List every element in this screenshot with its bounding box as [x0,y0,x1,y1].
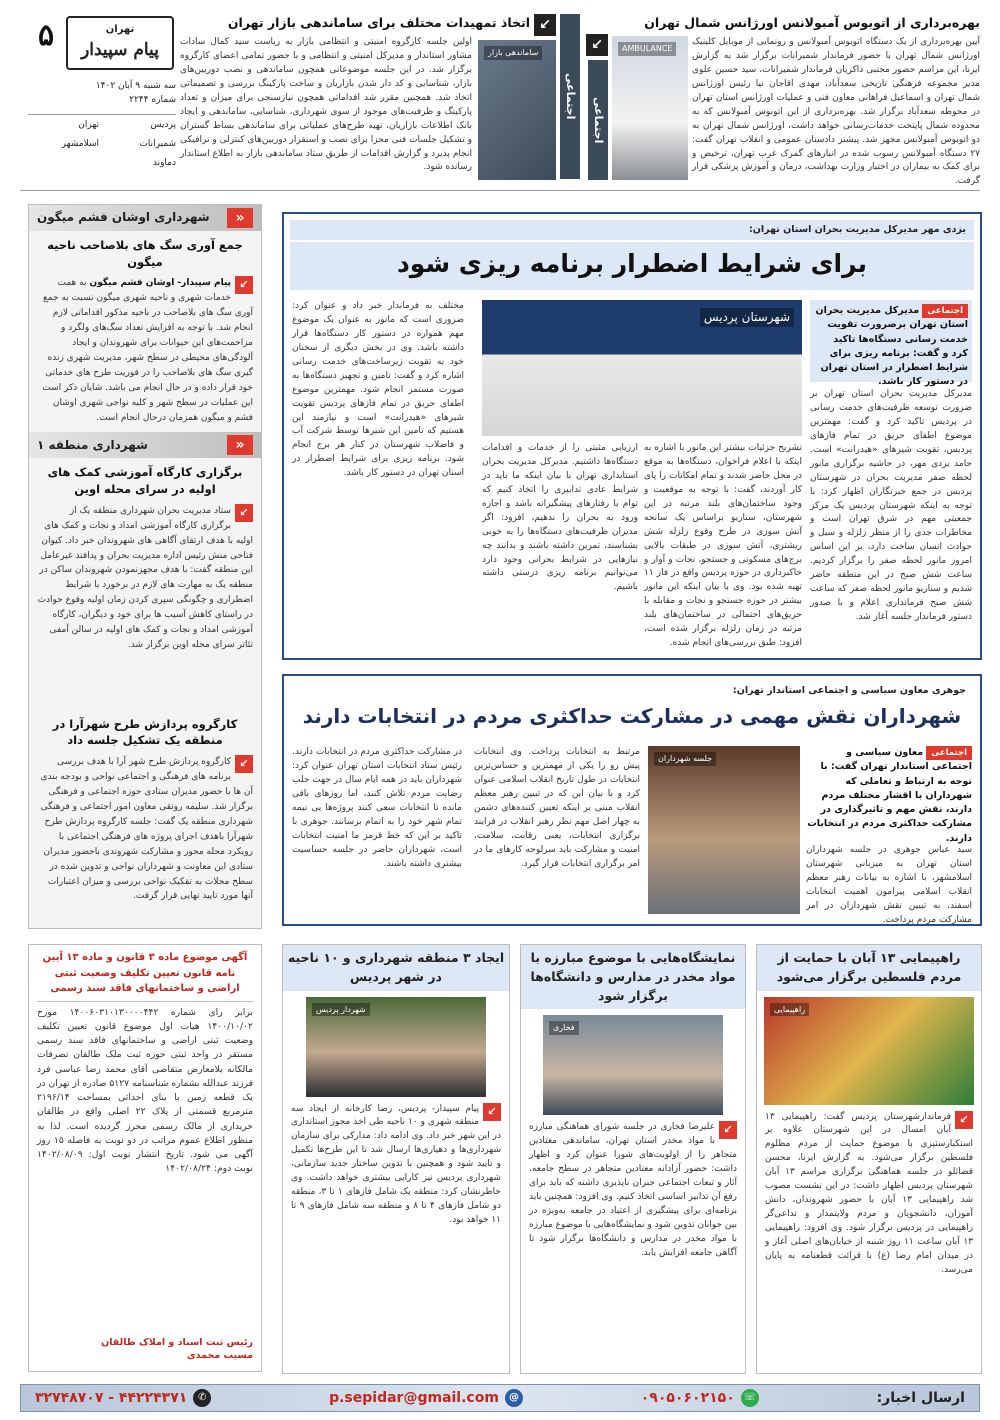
feature-photo: شهرستان پردیس [482,300,802,436]
feature-title: شهرداران نقش مهمی در مشارکت حداکثری مردم در انتخابات دارند [302,703,962,728]
section-tag: اجتماعی [926,746,972,760]
telephone-icon: ✆ [193,1389,211,1407]
feature-col: مرتبط به انتخابات پرداخت. وی انتخابات پیش رو را یکی از مهمترین و حساس‌ترین انتخابات در طول تاریخ انقلاب اسلامی عنوان کرد و با بیان این که در تبیین رهبر معظم انقلاب مبنی بر اینکه تعیین کننده‌های دشمن به چهار اصل مهم نظر رهبر انقلاب در فرایند برگزاری انتخابات، یعنی رقابت، سلامت، امنیت و مشارکت باید سرلوحه کار‌های ما در امر برگزاری انتخابات قرار گیرد. [474,747,640,869]
region-item: اسلامشهر [61,139,99,149]
story-ambulance [584,14,980,187]
footer-label: ارسال اخبار: [876,1389,965,1406]
feature-kicker: جوهری معاون سیاسی و اجتماعی استاندار تهران: [732,685,966,696]
phone-icon: ☏ [741,1389,759,1407]
section-tag: اجتماعی [560,14,580,179]
footer-phone[interactable]: ۰۹۰۵۰۶۰۲۱۵۰ [640,1389,735,1406]
feature-col: مدیرکل مدیریت بحران استان تهران بر ضرورت توسعه ظرفیت‌های خدمت رسانی در پردیس تاکید کرد و گفت: مهمترین موضوع اطفای حریق در تمام فازهای پردیس، تقویت شیرهای «هیدرانت» است. حامد یزدی مهر، در حاشیه برگزاری مانور لحظه صفر مدیریت بحران در شهرستان پردیس در جمع خبرنگاران اظهار کرد: با توجه به اینکه شهرستان پردیس یک مرکز جمعیتی مهم در شرق تهران است و مخاطرات جدی را از منظر زلزله و سیل و حوادث انسان ساخت دارد، بر این اساس امروز مانور لحظه صفر را برگزار کردیم. ساعت شش صبح در این منطقه حاضر شدیم و سناریو مانور لحظه صفر که ساعت شش صبح فرمانداری اعلام و با صدور دستور فرماندار جلسه آغاز شد. [810,389,972,622]
sidebar-story [29,272,261,430]
logo-text: پیام سپیدار [81,39,159,60]
story-body: آیین بهره‌برداری از یک دستگاه اتوبوس آمبولانس و رونمایی از موبایل کلینیک اورژانس شمال تهران با حضور فرماندار شمیرانات برگزار شد به گزارش ایرنا، این مراسم حضور مجتبی ذاکریان فرماندار شمیرانات، سید حسین علوی مدیر مجموعه فرهنگی تاریخی سعدآباد، مهدی اقاجان نیا رئیس اورژانس شمال تهران و اسماعیل فراهانی معاون فنی و عملیات اورژانس استان تهران در محوطه سعدآباد برگزار شد. بهره‌برداری از این اتوبوس آمبولانس که به محدوده شمال پایتخت خدمات‌رسانی خواهد داشت، اورژانس شمال تهران به دو اتوبوس آمبولانس مجهز شد. پیشتر دادستان عمومی و انقلاب تهران گفت: ۲۷ دستگاه آمبولانس رسوب شده در انبارهای گمرک غرب تهران، ترخیص و برای کمک به بیماران در اختیار وزارت بهداشت، درمان و آموزش پزشکی قرار گرفت. [692,37,980,187]
footer-bar [20,1384,980,1412]
notice-title: آگهی موضوع ماده ۳ قانون و ماده ۱۳ آیین نامه قانون تعیین تکلیف وضعیت ثبتی اراضی و ساختمانهای فاقد سند رسمی [37,950,253,1002]
sidebar-story [29,500,261,710]
logo-sub: تهران [105,24,135,36]
col-body: پیام سپیدار- پردیس، رضا کارخانه از ایجاد سه منطقه شهری و ۱۰ ناحیه طی اخذ مجوز استانداری در این شهر خبر داد. وی ادامه داد: مدارکی برای سازمان شهرداری‌ها و دهیاری‌ها ارسال شد تا این طرح‌ها تکمیل و تایید شود و همچنین با تدوین ساختار جدید سازمانی، شهرداری پردیس نیز کارایی بیشتری خواهد داشت. وی خاطرنشان کرد: منطقه یک شامل فازهای ۱ تا ۳، منطقه دو شامل فازهای ۴ تا ۸ و منطقه سه شامل فازهای ۹ تا ۱۱ خواهد بود. [291,1103,502,1225]
story-photo: AMBULANCE [612,36,688,180]
sidebar-title: برگزاری کارگاه آموزشی کمک های اولیه در سرای محله اوین [47,465,243,497]
story-title: بهره‌برداری از اتوبوس آمبولانس اورژانس شمال تهران [644,15,980,30]
region-item: شمیرانات [139,139,176,149]
col-photo: فخاری [543,1015,723,1115]
col-body: فرماندارشهرستان پردیس گفت: راهپیمایی ۱۳ آبان امسال در این شهرستان علاوه بر استکبارستیزی با موضوع حمایت از مردم مظلوم فلسطین برگزار می‌شود. به گزارش ایرنا، محسن قضائلو در جلسه هماهنگی برگزاری مراسم ۱۳ آبان شهرستان پردیس اظهار داشت: در این نشست مصوب شد راهپیمایی ۱۳ آبان با حضور شهروندان، دانش آموزان، دانشجویان و مردم ولایتمدار و تداعی‌گر راهپیمایی در پردیس برگزار شود. وی افزود: راهپیمایی ۱۳ آبان ساعت ۱۱ روز شنبه از خیابان‌های اصلی آغاز و در میدان امام رضا (ع) با قرائت قطعنامه به پایان می‌رسد. [765,1111,973,1275]
feature-lead-box [806,746,972,844]
feature-col: مختلف به فرماندار خبر داد و عنوان کرد: ضروری است که مانور به عنوان یک موضوع مهم همواره در دستور کار دستگاه‌ها قرار داشته باشد. وی در بخش دیگری از سخنان خود به تقویت زیرساخت‌های خدمت رسانی اشاره کرد و گفت: تامین و تجهیز دستگاه‌ها به صورت مستمر انجام شود. مهمترین موضوع اطفای حریق در تمام فازهای پردیس تقویت شیرهای «هیدرانت» است و نیازمند این هستیم که تامین این شیرها توسط شرکت آب و فاضلاب شهرستان در کنار هر برج انجام شود. برنامه ریزی برای شرایط اضطرار در استان تهران در دستور کار باشد. [292,301,464,479]
feature-title: برای شرایط اضطرار برنامه ریزی شود [290,242,974,290]
arrow-icon: ↙ [235,755,253,773]
sidebar-lead: پیام سپیدار- اوشان فشم میگون [89,278,231,289]
page-number: ۵ [37,18,55,53]
feature-col: در مشارکت حداکثری مردم در انتخابات دارند. رئیس ستاد انتخابات استان تهران عنوان کرد: شهرداران باید در همه ایام سال در جهت جلب رضایت مردم تلاش کنند، اما روزهای باقی مانده تا انتخابات سعی کنند پروژه‌ها یی نیمه تمام شهر خود را به اتمام برسانند. جوهری با تاکید بر این که خط قرمز ما امنیت انتخابات است، شهرداران حاضر در جلسه حساسیت بیشتری داشته باشند. [292,747,462,869]
feature-col: تشریح جزئیات بیشتر این مانور با اشاره به اینکه با اعلام فراخوان، دستگاه‌ها به موقع در محل حاضر شدند و تمام امکانات را پای کار آوردند، گفت: با توجه به موقعیت و وجود ساختمان‌های بلند مرتبه در این شهرستان، سناریو براساس یک سانحه آتش سوزی در طرح وقوع زلزله شش ریشتری، آتش سوزی در طبقات بالایی برج‌های مسکونی و جستجو، نجات و آوار و خاکبرداری در حوزه پردیس واقع در فاز ۱۱ تهیه شده بود. وی با بیان اینکه این مانور بیشتر در حوزه جستجو و نجات و مقابله با حریق‌های احتمالی در ساختمان‌های بلند مرتبه در زمان زلزله برگزار شده است، افزود: طبق بررسی‌های انجام شده. [644,443,802,649]
col-body: علیرضا فخاری در جلسه شورای هماهنگی مبارزه با مواد مخدر استان تهران، ساماندهی معتادین متجاهر را از اولویت‌های شورا عنوان کرد و اظهار داشت: حضور آزادانه معتادین متجاهر در سطح جامعه، آثار و تبعات اجتماعی جبران ناپذیری داشته که باید برای رفع آن تدابیر اساسی اتخاذ کنیم. وی افزود: همچنین باید برنامه‌ای برای پیشگیری از اعتیاد در جامعه به‌ویژه در بین جوانان تدوین شود و نمایشگاه‌هایی با موضوع مبارزه با مواد مخدر در مدارس و دانشگاه‌ها برگزار شود تا آگاهی جامعه افزایش یابد. [529,1122,737,1258]
logo [66,16,174,70]
email-icon: @ [505,1389,523,1407]
arrow-icon: ↙ [955,1111,973,1129]
feature-lead-box [810,300,972,388]
sidebar-header-text: شهرداری اوشان فشم میگون [37,210,210,225]
feature-election [282,674,982,926]
issue-number: شماره ۲۲۴۴ [129,95,176,105]
sidebar-title: جمع آوری سگ های بلاصاحب ناحیه میگون [47,238,243,269]
arrow-icon: ↙ [586,34,608,56]
region-item: تهران [78,120,99,130]
sidebar-header-text: شهرداری منطقه ۱ [37,437,148,452]
feature-lead: معاون سیاسی و اجتماعی استاندار تهران گفت: با توجه به ارتباط و تعاملی که شهرداران با اقشار مختلف مردم دارند، نقش مهم و تاثیرگذاری در مشارکت حداکثری مردم در انتخابات دارند. [807,747,972,844]
issue-date: سه شنبه ۹ آبان ۱۴۰۲ [95,81,176,91]
feature-col: سید عباس جوهری در جلسه شهرداران استان تهران به میزبانی شهرستان اسلامشهر، با اشاره به بیانات رهبر معظم انقلاب اسلامی پیرامون اهمیت انتخابات اسفند، به تبیین نقش شهرداران در امر مشارکت مردم پرداخت. [806,845,972,925]
masthead [28,14,176,179]
sidebar-story [29,751,261,901]
arrow-icon: ↙ [235,276,253,294]
region-item: دماوند [152,158,176,168]
bottom-col [282,944,510,1374]
arrow-icon: ↙ [719,1121,737,1139]
region-item: پردیس [150,120,176,130]
section-tag: اجتماعی [588,60,608,180]
legal-notice [28,944,262,1372]
col-title: نمایشگاه‌هایی با موضوع مبارزه با مواد مخدر در مدارس و دانشگاه‌ها برگزار شود [521,945,745,1009]
section-tag: اجتماعی [922,304,968,318]
chevron-icon: « [227,435,253,455]
sidebar [28,204,262,929]
col-title: راهپیمایی ۱۳ آبان با حمایت از مردم فلسطین برگزار می‌شود [757,945,981,991]
sidebar-header [29,205,261,231]
regions-list [28,114,176,174]
arrow-icon: ↙ [235,504,253,522]
notice-signer: مسیب محمدی [186,1350,253,1362]
divider [20,190,980,191]
notice-signature: رئیس ثبت اسناد و املاک طالقان [101,1336,253,1348]
story-body: اولین جلسه کارگروه امنیتی و انتظامی بازار به ریاست سید کمال سادات مشاور استاندار و مدیرکل امنیتی و انتظامی و با حضور تمامی اعضای کارگروه برگزار شد. در این جلسه موضوعاتی همچون ساماندهی و نصب دوربین‌های بازار، شناسایی و کد دار شدن بازاریان و ساخت پارکینگ بررسی و تصمیماتی اتخاذ شد. همچنین مقرر شد اقداماتی همچون نیازسنجی برای میزان و تعداد پارکینگ و ظرفیت‌های موجود از سوی شهرداری، شناسایی، ساماندهی و ایجاد بانک اطلاعات بازاریان، تهیه طرح‌های عملیاتی برای ساماندهی بساط گستران و تشکیل جلسات فنی مجزا برای نصب و استقرار دوربین‌های کنترلی و ترافیکی انجام پذیرد و گزارش اقدامات از طریق ستاد ساماندهی بازار به اطلاع استاندار رسانده شود. [180,37,472,173]
footer-email[interactable]: p.sepidar@gmail.com [329,1389,499,1406]
sidebar-body: ستاد مدیریت بحران شهرداری منطقه یک از برگزاری کارگاه آموزشی امداد و نجات و کمک های اولیه با هدف ارتقای آگاهی های شهروندان خبر داد. کیوان فتاحی منش رئیس اداره مدیریت بحران و پدافند غیرعامل این منطقه گفت: با هدف مجهزنمودن شهروندان ساکن در منطقه یک به مهارت های لازم در برخورد با شرایط اضطراری و چگونگی سپری کردن زمان اولیه وقوع حوادث در راستای کاهش آسیب ها برای خود و دیگران، کارگاه آموزشی امداد و نجات و کمک های اولیه در سالن آمفی تئاتر سرای محله اوین برگزار شد. [37,505,253,651]
sidebar-header [29,432,261,458]
chevron-icon: « [227,208,253,228]
notice-body: برابر رای شماره ۱۴۰۰۶۰۳۱۰۱۳۰۰۰۰۴۴۲ مورخ ۱۴۰۰/۱۰/۰۲ هیات اول موضوع قانون تعیین تکلیف وضعیت ثبتی اراضی و ساختمانهای فاقد سند رسمی مستقر در واحد ثبتی حوزه ثبت ملک طالقان تصرفات مالکانه بلامعارض متقاضی آقای محمد رضا عباسی فرد فرزند عبدالله بشماره شناسنامه ۵۱۲۷ صادره از تهران در یک قطعه زمین با بنای احداثی بمساحت ۲۱۹۶/۱۴ مترمربع قسمتی از پلاک ۲۲ اصلی واقع در طالقان خریداری از مالک رسمی محرز گردیده است. لذا به منظور اطلاع عموم مراتب در دو نوبت به فاصله ۱۵ روز آگهی می شود. تاریخ انتشار نوبت اول: ۱۴۰۲/۰۸/۰۹ نوبت دوم: ۱۴۰۲/۰۸/۲۴ [37,1006,254,1175]
arrow-icon: ↙ [534,14,556,36]
story-bazaar [180,14,580,184]
feature-kicker: یزدی مهر مدیرکل مدیریت بحران استان تهران: [290,220,974,240]
sidebar-body: به همت خدمات شهری و ناحیه شهری میگون نسبت به جمع آوری سگ های بلاصاحب در ناحیه مذکور اقداماتی لازم انجام شد. با توجه به افزایش تعداد سگ‌های ولگرد و مزاحمت‌های این حیوانات برای شهروندان و ایجاد آلودگی‌های محیطی در سطح شهر، مدیریت شهری زنده گیری سگ های بلاصاحب را در فوریت طرح های خدماتی خود قرار داده و در حال انجام می باشد. شایان ذکر است این عملیات در سطح شهر و کلیه نواحی شهری اوشان فشم و میگون همزمان درحال انجام است. [42,278,253,423]
col-title: ایجاد ۳ منطقه شهرداری و ۱۰ ناحیه در شهر پردیس [283,945,509,991]
story-photo: ساماندهی بازار [478,40,556,180]
feature-photo: جلسه شهرداران [648,746,800,914]
col-photo: شهردار پردیس [306,997,486,1097]
col-photo: راهپیمایی [764,997,974,1105]
footer-phone[interactable]: ۴۴۲۲۴۳۷۱ - ۳۲۷۴۸۷۰۷ [35,1389,188,1406]
feature-col: ارزیابی مثبتی را از خدمات و اقدامات دستگاه‌ها داشتیم. مدیرکل مدیریت بحران استانداری تهران با بیان اینکه ما باید در شرایط عادی تدابیری را اتخاذ کنیم که توام با رفتارهای پیشگیرانه باشد و اجازه ورود به بحران را ندهیم، افزود: اگر مدیران ظرفیت‌های دستگاه‌ها را به خوبی بشناسند، تمرین داشته باشند و بدانند چه نیازهایی در شرایط بحرانی وجود دارد می‌توانیم برنامه ریزی درستی داشته باشیم. [482,443,638,593]
bottom-col [520,944,746,1374]
feature-lead: مدیرکل مدیریت بحران استان تهران برضرورت تقویت خدمت رسانی دستگاه‌ها تاکید کرد و گفت: برنامه ریزی برای شرایط اضطرار در استان تهران در دستور کار باشد. [815,305,968,388]
story-title: اتخاذ تمهیدات مختلف برای ساماندهی بازار تهران [227,15,530,30]
bottom-col [756,944,982,1374]
arrow-icon: ↙ [483,1103,501,1121]
sidebar-body: کارگروه پردازش طرح شهر آرا با هدف بررسی برنامه های فرهنگی و اجتماعی نواحی و بودجه بندی آن ها با حضور مدیران ستادی حوزه اجتماعی و فرهنگی برگزار شد. سلیمه رونقی معاون امور اجتماعی و فرهنگی شهرداری منطقه یک گفت: جلسه کارگروه پردازش طرح شهرآرا باهدف اجرای پروژه های فرهنگی اجتماعی با رویکرد محله محور و مشارکت شهروندی باحضور مدیران ستادی این معاونت و شهرداران نواحی و تدوین شده در سطح محلات به تفکیک نواحی بررسی و میزان اعتبارات آنها مورد تایید نهایی قرار گرفت. [40,757,253,902]
feature-crisis [282,212,982,660]
sidebar-title: کارگروه پردازش طرح شهرآرا در منطقه یک تشکیل جلسه داد [52,716,238,748]
